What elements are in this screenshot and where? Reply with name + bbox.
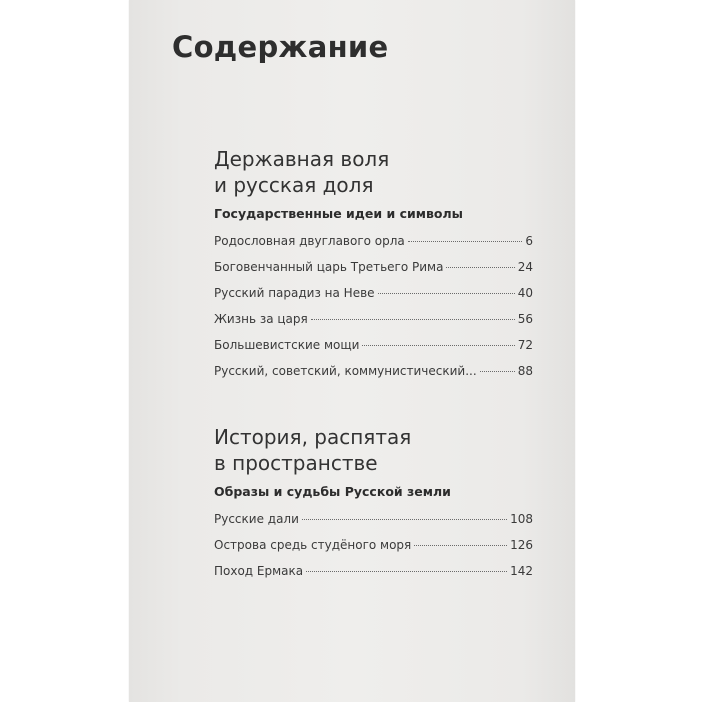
section-subheading: Государственные идеи и символы — [214, 206, 463, 221]
toc-entry-page: 24 — [517, 260, 533, 274]
toc-entry-title: Родословная двуглавого орла — [214, 234, 405, 248]
toc-entry-page: 108 — [510, 512, 533, 526]
toc-entry — [214, 506, 533, 532]
toc-entry-title: Острова средь студёного моря — [214, 538, 412, 552]
toc-entry-page: 72 — [517, 338, 533, 352]
toc-entry — [214, 558, 533, 584]
section-heading-line: в пространстве — [214, 451, 378, 475]
toc-entry-title: Большевистские мощи — [214, 338, 360, 352]
dot-leader — [408, 240, 523, 242]
toc-entry — [214, 228, 533, 254]
toc-entry-page: 126 — [510, 538, 533, 552]
toc-section — [214, 146, 533, 384]
toc-entry-title: Боговенчанный царь Третьего Рима — [214, 260, 444, 274]
dot-leader — [311, 318, 515, 320]
toc-entry-title: Жизнь за царя — [214, 312, 308, 326]
toc-entry — [214, 532, 533, 558]
dot-leader — [414, 544, 507, 546]
toc-entry-page: 88 — [517, 364, 533, 378]
dot-leader — [378, 292, 515, 294]
section-heading-line: Державная воля — [214, 147, 390, 171]
dot-leader — [446, 266, 514, 268]
toc-entry-title: Русский, советский, коммунистический... — [214, 364, 477, 378]
toc-entry — [214, 306, 533, 332]
toc-entry — [214, 332, 533, 358]
section-heading — [214, 424, 533, 476]
section-heading-line: История, распятая — [214, 425, 412, 449]
toc-entry — [214, 358, 533, 384]
dot-leader — [306, 570, 507, 572]
toc-entry-page: 6 — [525, 234, 533, 248]
toc-entry-page: 142 — [510, 564, 533, 578]
section-heading-line: и русская доля — [214, 173, 374, 197]
toc-entry-page: 56 — [517, 312, 533, 326]
toc-entry-title: Русский парадиз на Неве — [214, 286, 375, 300]
book-page — [129, 0, 575, 702]
dot-leader — [480, 370, 515, 372]
section-subheading: Образы и судьбы Русской земли — [214, 484, 451, 499]
toc-entry-list — [214, 228, 533, 384]
toc-entry-page: 40 — [517, 286, 533, 300]
toc-entry-list — [214, 506, 533, 584]
toc-entry — [214, 254, 533, 280]
dot-leader — [302, 518, 507, 520]
dot-leader — [362, 344, 514, 346]
section-heading — [214, 146, 533, 198]
page-title: Содержание — [172, 30, 389, 64]
toc-entry — [214, 280, 533, 306]
toc-entry-title: Русские дали — [214, 512, 299, 526]
toc-section — [214, 424, 533, 584]
toc-entry-title: Поход Ермака — [214, 564, 304, 578]
